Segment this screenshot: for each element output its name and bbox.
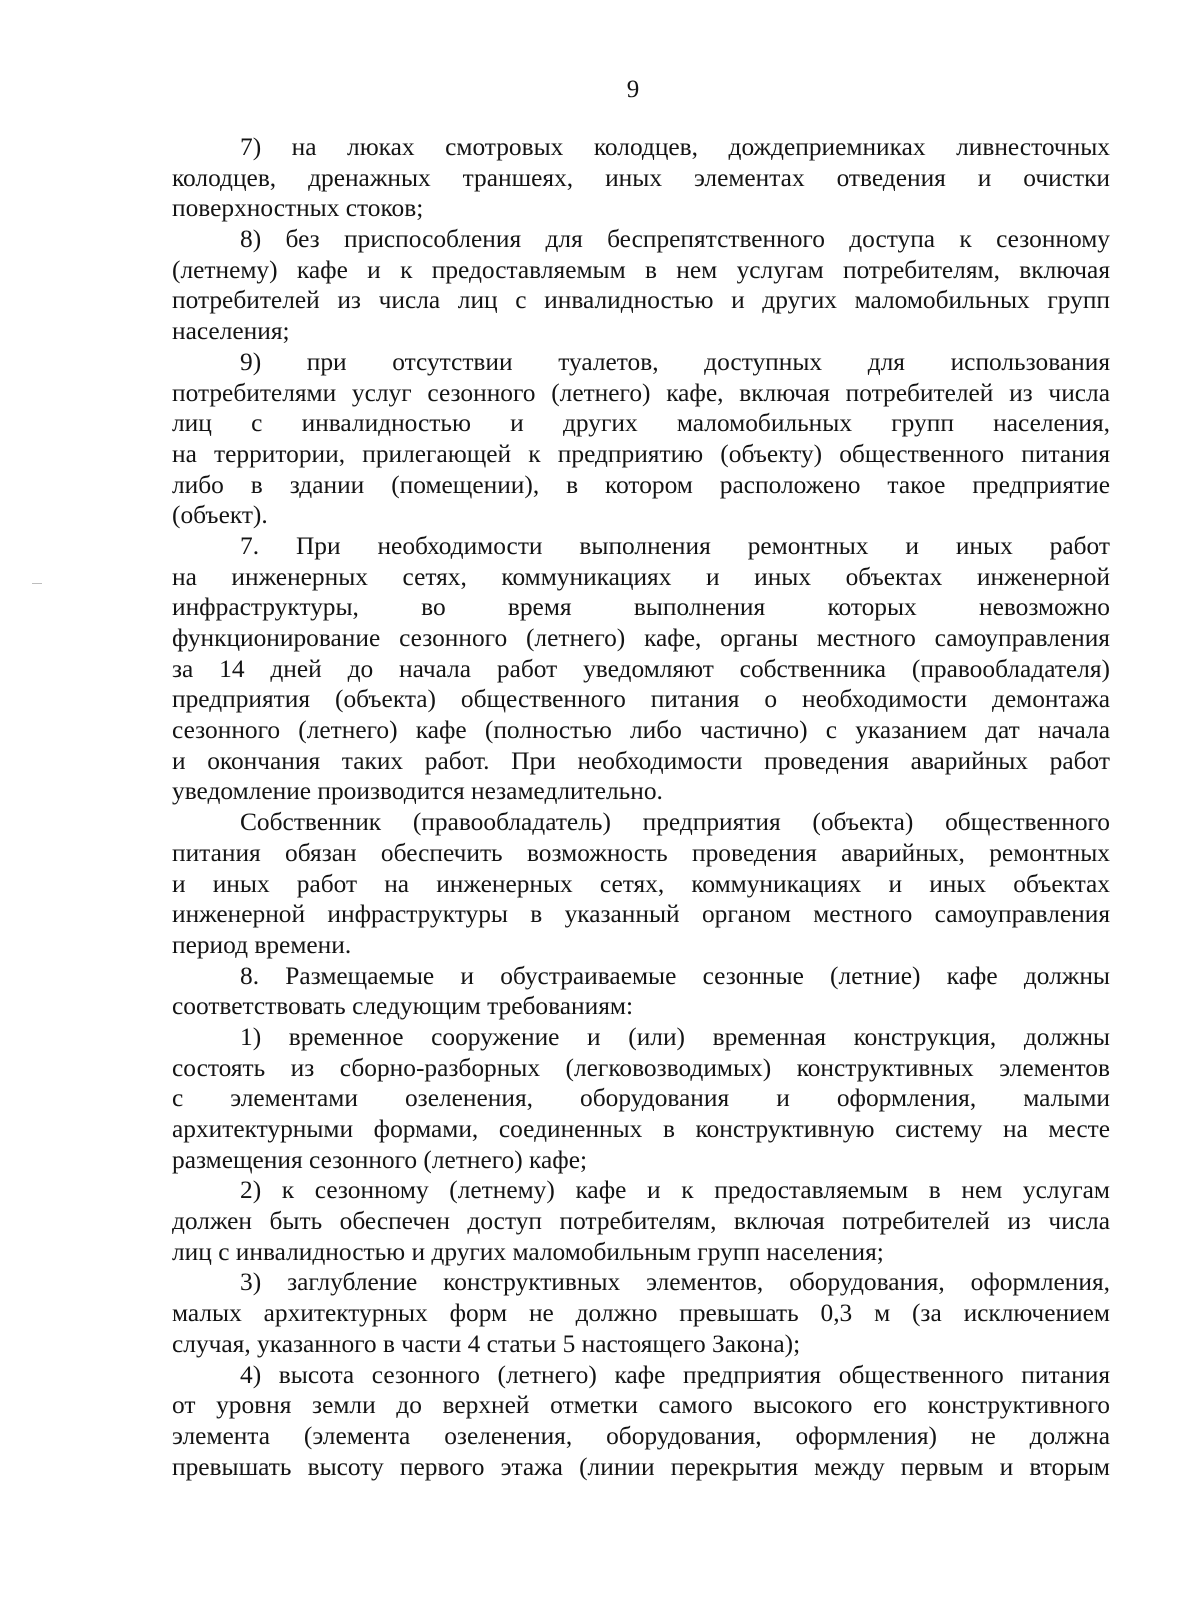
text-line: Собственник (правообладатель) предприятия (объекта) общественного bbox=[240, 808, 1110, 837]
text-line: элемента (элемента озеленения, оборудования, оформления) не должна bbox=[172, 1421, 1110, 1450]
text-line: поверхностных стоков; bbox=[172, 194, 424, 223]
text-line: 2) к сезонному (летнему) кафе и к предоставляемым в нем услугам bbox=[240, 1176, 1110, 1205]
document-body bbox=[172, 132, 1110, 1482]
text-line: случая, указанного в части 4 статьи 5 настоящего Закона); bbox=[172, 1329, 801, 1358]
text-line: с элементами озеленения, оборудования и оформления, малыми bbox=[172, 1084, 1110, 1113]
text-line: потребителей из числа лиц с инвалидностью и других маломобильных групп bbox=[172, 286, 1110, 315]
text-line: размещения сезонного (летнего) кафе; bbox=[172, 1145, 588, 1174]
text-line: (летнему) кафе и к предоставляемым в нем услугам потребителям, включая bbox=[172, 255, 1110, 284]
page-number: 9 bbox=[626, 76, 640, 103]
text-line: малых архитектурных форм не должно превышать 0,3 м (за исключением bbox=[172, 1299, 1110, 1328]
text-line: предприятия (объекта) общественного питания о необходимости демонтажа bbox=[172, 685, 1110, 714]
text-line: на инженерных сетях, коммуникациях и иных объектах инженерной bbox=[172, 562, 1110, 591]
text-line: инфраструктуры, во время выполнения которых невозможно bbox=[172, 593, 1110, 622]
text-line: 4) высота сезонного (летнего) кафе предприятия общественного питания bbox=[240, 1360, 1110, 1389]
text-line: 8) без приспособления для беспрепятственного доступа к сезонному bbox=[240, 225, 1110, 254]
text-line: архитектурными формами, соединенных в конструктивную систему на месте bbox=[172, 1115, 1110, 1143]
text-line: должен быть обеспечен доступ потребителям, включая потребителей из числа bbox=[172, 1207, 1110, 1236]
text-line: сезонного (летнего) кафе (полностью либо частично) с указанием дат начала bbox=[172, 716, 1110, 745]
text-line: функционирование сезонного (летнего) кафе, органы местного самоуправления bbox=[172, 624, 1110, 652]
text-line: состоять из сборно-разборных (легковозводимых) конструктивных элементов bbox=[172, 1053, 1110, 1082]
text-line: превышать высоту первого этажа (линии перекрытия между первым и вторым bbox=[172, 1452, 1110, 1481]
text-line: питания обязан обеспечить возможность проведения аварийных, ремонтных bbox=[172, 838, 1110, 867]
text-line: и окончания таких работ. При необходимости проведения аварийных работ bbox=[172, 746, 1110, 775]
text-line: соответствовать следующим требованиям: bbox=[172, 992, 633, 1021]
text-line: 1) временное сооружение и (или) временная конструкция, должны bbox=[240, 1022, 1110, 1051]
text-line: колодцев, дренажных траншеях, иных элементах отведения и очистки bbox=[172, 163, 1110, 192]
text-line: лиц с инвалидностью и других маломобильных групп населения, bbox=[172, 409, 1110, 438]
text-line: уведомление производится незамедлительно. bbox=[172, 777, 663, 806]
text-line: лиц с инвалидностью и других маломобильным групп населения; bbox=[172, 1237, 884, 1266]
scan-artifact bbox=[32, 583, 42, 584]
text-line: либо в здании (помещении), в котором расположено такое предприятие bbox=[172, 470, 1110, 499]
text-line: потребителями услуг сезонного (летнего) кафе, включая потребителей из числа bbox=[172, 378, 1110, 407]
text-line: от уровня земли до верхней отметки самого высокого его конструктивного bbox=[172, 1391, 1110, 1420]
text-line: 8. Размещаемые и обустраиваемые сезонные (летние) кафе должны bbox=[240, 961, 1110, 990]
text-line: на территории, прилегающей к предприятию (объекту) общественного питания bbox=[172, 439, 1110, 468]
text-line: 7. При необходимости выполнения ремонтных и иных работ bbox=[240, 531, 1110, 560]
text-line: 3) заглубление конструктивных элементов, оборудования, оформления, bbox=[240, 1268, 1110, 1297]
text-line: период времени. bbox=[172, 930, 352, 959]
text-line: населения; bbox=[172, 317, 290, 346]
text-line: 9) при отсутствии туалетов, доступных для использования bbox=[240, 347, 1110, 376]
text-line: инженерной инфраструктуры в указанный органом местного самоуправления bbox=[172, 900, 1110, 929]
text-line: и иных работ на инженерных сетях, коммуникациях и иных объектах bbox=[172, 869, 1110, 898]
text-line: за 14 дней до начала работ уведомляют собственника (правообладателя) bbox=[172, 654, 1110, 683]
text-line: 7) на люках смотровых колодцев, дождеприемниках ливнесточных bbox=[240, 133, 1110, 161]
text-line: (объект). bbox=[172, 501, 268, 530]
